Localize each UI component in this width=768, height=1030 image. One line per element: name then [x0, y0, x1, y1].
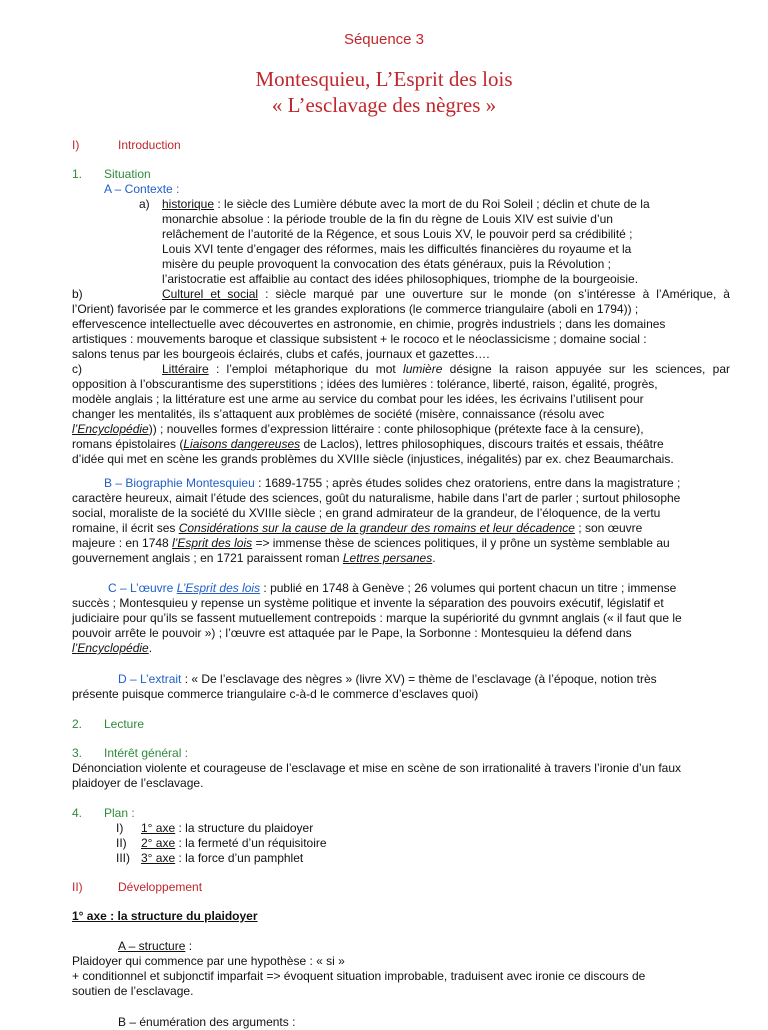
item-label: Lecture: [104, 717, 145, 731]
work-title-encyclopedie: l’Encyclopédie: [72, 641, 149, 655]
situation-heading: [72, 167, 372, 182]
text-line: l’aristocratie est affaiblie au contact des idées philosophiques, triomphe de la bourgeoisie.: [162, 272, 639, 286]
paragraph-structure: [72, 939, 730, 999]
text-line: présente puisque commerce triangulaire c-à-d le commerce d’esclaves quoi): [72, 687, 479, 701]
term-litteraire: Littéraire: [162, 362, 209, 376]
text-line: pouvoir arrête le pouvoir ») ; l’œuvre est attaquée par le Pape, la Sorbonne : Montesquieu la défend dans: [72, 626, 632, 640]
plan-number: II): [116, 836, 127, 850]
structure-label: A – structure: [118, 939, 186, 953]
text-line: d’idée qui met en scène les grands problèmes du XVIIIe siècle (injustices, inégalités) par ex. chez Beaumarchais.: [72, 452, 674, 466]
paragraph-culturel: [72, 287, 730, 362]
text-line: Plaidoyer qui commence par une hypothèse : « si »: [72, 954, 345, 968]
interet-heading: [72, 746, 372, 761]
contexte-label: A – Contexte :: [104, 182, 180, 196]
text-line: monarchie absolue : la période trouble de la fin du règne de Louis XIV est suivie d’un: [162, 212, 613, 226]
item-label: Plan :: [104, 806, 135, 820]
item-number: 3.: [72, 746, 83, 760]
text-line: artistiques : mouvements baroque et classique subsistent + le rococo et le néoclassicisme ; domaine social :: [72, 332, 647, 346]
document-title: [0, 66, 768, 118]
text-line: Louis XVI tente d’engager des réformes, mais les difficultés financières du royaume et la: [162, 242, 632, 256]
section-number: II): [72, 880, 83, 894]
text-run: : publié en 1748 à Genève ; 26 volumes qui portent chacun un titre ; immense: [260, 581, 677, 595]
oeuvre-title-link[interactable]: L’Esprit des lois: [176, 581, 261, 595]
text-line: relâchement de l’autorité de la Régence, et sous Louis XV, le pouvoir perd sa crédibilité ;: [162, 227, 633, 241]
text-run: : l’emploi métaphorique du mot: [208, 362, 404, 376]
contexte-heading: [104, 182, 179, 197]
title-line-2: « L’esclavage des nègres »: [271, 93, 497, 117]
text-line: modèle anglais ; la littérature est une arme au service du combat pour les idées, les écrivains l’utilisent pour: [72, 392, 644, 406]
item-number: 4.: [72, 806, 83, 820]
text-run: .: [432, 551, 436, 565]
text-line: + conditionnel et subjonctif imparfait => évoquent situation improbable, traduisent avec ironie ce discours de: [72, 969, 646, 983]
text-run: majeure : en 1748: [72, 536, 173, 550]
text-line: caractère heureux, aimait l’étude des sciences, goût du naturalisme, habile dans l’art de parler ; surtout philosophe: [72, 491, 681, 505]
work-title-lettres-persanes: Lettres persanes: [342, 551, 433, 565]
item-label: Intérêt général :: [104, 746, 189, 760]
work-title-liaisons: Liaisons dangereuses: [183, 437, 301, 451]
text-run: : 1689-1755 ; après études solides chez oratoriens, entre dans la magistrature ;: [254, 476, 681, 490]
text-line: : siècle marqué par une ouverture sur le monde (on s’intéresse à l’Amérique, à: [258, 287, 730, 301]
text-line: effervescence intellectuelle avec découvertes en astronomie, en chimie, progrès industriels ; dans les domaines: [72, 317, 666, 331]
plan-desc: : la force d’un pamphlet: [175, 851, 304, 865]
plan-axe: 3° axe: [141, 851, 176, 865]
item-label: Situation: [104, 167, 151, 181]
enumeration-heading: [118, 1015, 518, 1030]
text-run: romaine, il écrit ses: [72, 521, 179, 535]
paragraph-historique: [162, 197, 694, 287]
plan-item: [116, 836, 516, 851]
plan-number: III): [116, 851, 130, 865]
plan-item: [116, 851, 516, 866]
section-number: I): [72, 138, 80, 152]
paragraph-oeuvre: [72, 581, 730, 656]
paragraph-extrait: [72, 672, 730, 702]
plan-item: [116, 821, 516, 836]
emphasis-lumiere: lumière: [403, 362, 443, 376]
list-marker-a: [139, 197, 159, 212]
paragraph-interet: [72, 761, 730, 791]
plan-axe: 1° axe: [141, 821, 176, 835]
text-run: gouvernement anglais ; en 1721 paraissent roman: [72, 551, 343, 565]
text-run: romans épistolaires (: [72, 437, 184, 451]
term-culturel: Culturel et social: [162, 287, 259, 301]
sequence-heading: Séquence 3: [343, 31, 425, 48]
plan-heading: [72, 806, 372, 821]
plan-desc: : la structure du plaidoyer: [175, 821, 314, 835]
oeuvre-label: C – L’œuvre: [108, 581, 177, 595]
text-line: opposition à l’obscurantisme des superstitions ; idées des lumières : tolérance, liberté, raison, égalité, progrès,: [72, 377, 658, 391]
text-line: l’Orient) favorisée par le commerce et les grandes explorations (le commerce triangulaire (aboli en 1794)) ;: [72, 302, 639, 316]
text-run: : « De l’esclavage des nègres » (livre XV) = thème de l’esclavage (à l’époque, notion très: [181, 672, 657, 686]
work-title-considerations: Considérations sur la cause de la grandeur des romains et leur décadence: [178, 521, 575, 535]
section-developpement-heading: [72, 880, 372, 895]
section-label: Développement: [118, 880, 203, 894]
work-title-esprit-des-lois: l’Esprit des lois: [172, 536, 253, 550]
term-historique: historique: [162, 197, 215, 211]
text-line: plaidoyer de l’esclavage.: [72, 776, 204, 790]
text-line: salons tenus par les bourgeois éclairés, clubs et cafés, journaux et gazettes….: [72, 347, 490, 361]
list-marker-c: c): [72, 362, 82, 376]
list-marker-b: b): [72, 287, 83, 301]
text-run: de Laclos), lettres philosophiques, discours traités et essais, théâtre: [300, 437, 664, 451]
plan-number: I): [116, 821, 124, 835]
plan-desc: : la fermeté d’un réquisitoire: [175, 836, 327, 850]
enumeration-label: B – énumération des arguments :: [118, 1015, 296, 1029]
section-introduction-heading: [72, 138, 372, 153]
text-line: misère du peuple provoquent la convocation des états généraux, puis la Révolution ;: [162, 257, 611, 271]
axe1-heading: [72, 909, 472, 924]
text-line: Dénonciation violente et courageuse de l’esclavage et mise en scène de son irrationalité à travers l’ironie d’un faux: [72, 761, 682, 775]
biographie-label: B – Biographie Montesquieu: [104, 476, 255, 490]
paragraph-biographie: [72, 476, 730, 566]
work-title-encyclopedie: l’Encyclopédie: [72, 422, 149, 436]
section-label: Introduction: [118, 138, 181, 152]
text-run: ; son œuvre: [574, 521, 643, 535]
item-number: 2.: [72, 717, 83, 731]
text-line: : le siècle des Lumière débute avec la mort de du Roi Soleil ; déclin et chute de la: [214, 197, 650, 211]
text-line: soutien de l’esclavage.: [72, 984, 194, 998]
text-run: .: [148, 641, 153, 655]
text-run: :: [185, 939, 193, 953]
text-run: désigne la raison appuyée sur les sciences, par: [442, 362, 730, 376]
text-line: succès ; Montesquieu y repense un système politique et invente la séparation des pouvoirs exécutif, législatif et: [72, 596, 664, 610]
paragraph-litteraire: [72, 362, 730, 467]
plan-axe: 2° axe: [141, 836, 176, 850]
extrait-label: D – L’extrait: [118, 672, 182, 686]
item-number: 1.: [72, 167, 83, 181]
text-run: => immense thèse de sciences politiques, il y prône un système semblable au: [252, 536, 670, 550]
title-line-1: Montesquieu, L’Esprit des lois: [255, 67, 513, 91]
text-line: judiciaire pour qu’ils se fassent mutuellement contrepoids : marque la supériorité du gvnmnt anglais (« il faut que le: [72, 611, 682, 625]
axe1-heading-text: 1° axe : la structure du plaidoyer: [72, 909, 258, 923]
text-line: changer les mentalités, ils s’attaquent aux problèmes de société (misère, connaissance (résolu avec: [72, 407, 605, 421]
marker-text: a): [139, 197, 150, 211]
text-line: social, moraliste de la société du XVIIIe siècle ; en grand admirateur de la grandeur, de l’éloquence, de la vertu: [72, 506, 661, 520]
plan-list: [116, 821, 516, 866]
lecture-heading: [72, 717, 372, 732]
text-run: )) ; nouvelles formes d’expression littéraire : conte philosophique (prétexte face à la censure),: [148, 422, 644, 436]
